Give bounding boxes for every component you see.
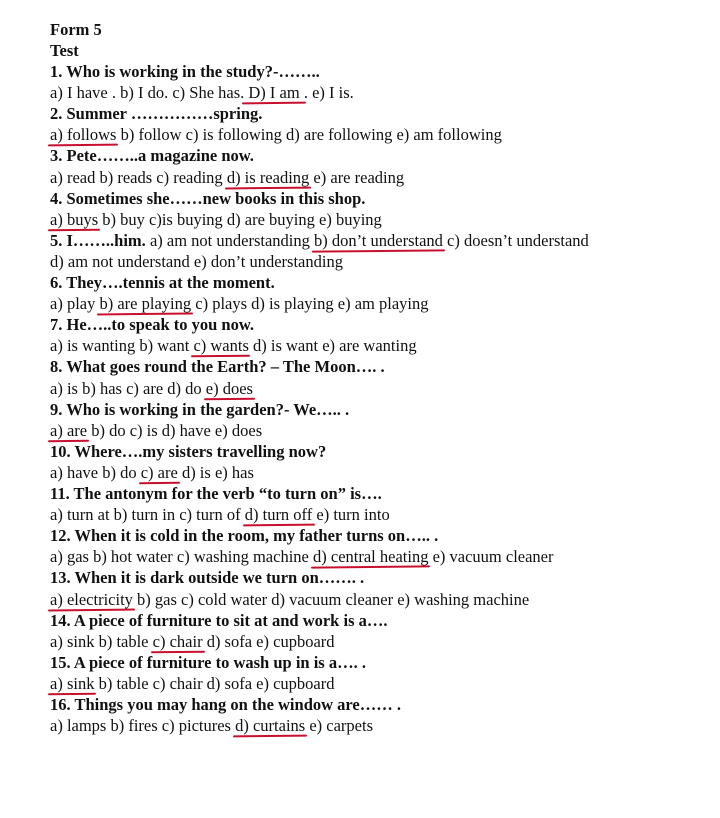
options-after: c) plays d) is playing e) am playing bbox=[191, 294, 429, 314]
question-14: 14. A piece of furniture to sit at and work is a…. bbox=[50, 610, 388, 630]
underlined-answer: b) are playing bbox=[99, 294, 192, 314]
underlined-answer: a) electricity bbox=[50, 589, 133, 609]
underlined-answer: D) I am bbox=[244, 83, 304, 103]
options-4 bbox=[50, 210, 382, 230]
options-after: b) gas c) cold water d) vacuum cleaner e) washing machine bbox=[132, 589, 530, 609]
underlined-answer: a) buys bbox=[50, 209, 99, 229]
options-7 bbox=[50, 336, 417, 356]
options-after: b) table c) chair d) sofa e) cupboard bbox=[94, 673, 335, 693]
options-before: a) am not understanding bbox=[145, 230, 314, 250]
question-text: 5. I……..him. bbox=[50, 230, 146, 250]
underlined-answer: a) follows bbox=[50, 125, 117, 145]
options-before: a) turn at b) turn in c) turn of bbox=[50, 505, 245, 525]
question-4: 4. Sometimes she……new books in this shop. bbox=[50, 188, 366, 208]
options-after: b) buy c)is buying d) are buying e) buying bbox=[98, 209, 382, 229]
question-8: 8. What goes round the Earth? – The Moon…. . bbox=[50, 357, 385, 377]
underlined-answer: e) does bbox=[205, 378, 253, 398]
underlined-answer: d) is reading bbox=[226, 167, 310, 187]
options-2 bbox=[50, 125, 502, 145]
question-15: 15. A piece of furniture to wash up in is a…. . bbox=[50, 652, 366, 672]
options-after: c) doesn’t understand bbox=[442, 230, 589, 250]
options-9 bbox=[50, 421, 262, 441]
underlined-answer: b) don’t understand bbox=[313, 230, 443, 250]
options-after: e) vacuum cleaner bbox=[428, 547, 554, 567]
options-before: a) read b) reads c) reading bbox=[50, 167, 227, 187]
options-10 bbox=[50, 463, 254, 483]
question-6: 6. They….tennis at the moment. bbox=[50, 273, 275, 292]
question-3: 3. Pete……..a magazine now. bbox=[50, 146, 254, 166]
question-12: 12. When it is cold in the room, my father turns on….. . bbox=[50, 526, 439, 546]
options-after: d) is e) has bbox=[177, 462, 254, 482]
form-heading: Form 5 bbox=[50, 20, 102, 39]
options-6 bbox=[50, 294, 428, 314]
options-before: a) I have . b) I do. c) She has. bbox=[50, 83, 245, 103]
options-16 bbox=[50, 716, 373, 736]
question-7: 7. He…..to speak to you now. bbox=[50, 315, 254, 335]
question-13: 13. When it is dark outside we turn on……. . bbox=[50, 568, 365, 588]
options-after: e) are reading bbox=[309, 167, 405, 187]
options-11 bbox=[50, 505, 390, 525]
underlined-answer: d) central heating bbox=[313, 547, 429, 567]
question-5 bbox=[50, 231, 589, 251]
options-15 bbox=[50, 674, 335, 694]
question-16: 16. Things you may hang on the window are…… . bbox=[50, 695, 402, 714]
options-12 bbox=[50, 547, 554, 567]
options-after: . e) I is. bbox=[303, 83, 354, 103]
options-before: a) sink b) table bbox=[50, 631, 153, 651]
test-heading: Test bbox=[50, 41, 79, 60]
underlined-answer: d) turn off bbox=[244, 505, 313, 525]
question-2: 2. Summer ……………spring. bbox=[50, 104, 263, 124]
question-11: 11. The antonym for the verb “to turn on” is…. bbox=[50, 484, 382, 503]
options-after: b) do c) is d) have e) does bbox=[87, 420, 263, 440]
options-13 bbox=[50, 590, 529, 610]
options-before: a) lamps b) fires c) pictures bbox=[50, 716, 236, 736]
question-1: 1. Who is working in the study?-…….. bbox=[50, 62, 320, 81]
options-continued: d) am not understand e) don’t understanding bbox=[50, 251, 343, 271]
underlined-answer: d) curtains bbox=[235, 716, 306, 736]
options-before: a) gas b) hot water c) washing machine bbox=[50, 547, 313, 567]
question-10: 10. Where….my sisters travelling now? bbox=[50, 441, 327, 461]
options-after: e) turn into bbox=[312, 505, 390, 525]
options-3 bbox=[50, 168, 404, 188]
options-after: b) follow c) is following d) are following e) am following bbox=[116, 125, 502, 145]
options-before: a) have b) do bbox=[50, 462, 141, 482]
options-after: d) is want e) are wanting bbox=[248, 336, 417, 356]
underlined-answer: c) wants bbox=[193, 336, 249, 356]
options-after: d) sofa e) cupboard bbox=[202, 631, 335, 651]
options-1 bbox=[50, 83, 354, 103]
options-8 bbox=[50, 379, 253, 399]
underlined-answer: a) are bbox=[50, 420, 88, 440]
options-14 bbox=[50, 632, 335, 652]
options-before: a) is b) has c) are d) do bbox=[50, 378, 206, 398]
options-after: e) carpets bbox=[305, 716, 373, 736]
options-before: a) play bbox=[50, 294, 100, 314]
options-before: a) is wanting b) want bbox=[50, 336, 194, 356]
underlined-answer: a) sink bbox=[50, 673, 95, 693]
underlined-answer: c) are bbox=[140, 462, 178, 482]
underlined-answer: c) chair bbox=[152, 631, 203, 651]
question-9: 9. Who is working in the garden?- We….. . bbox=[50, 399, 350, 419]
